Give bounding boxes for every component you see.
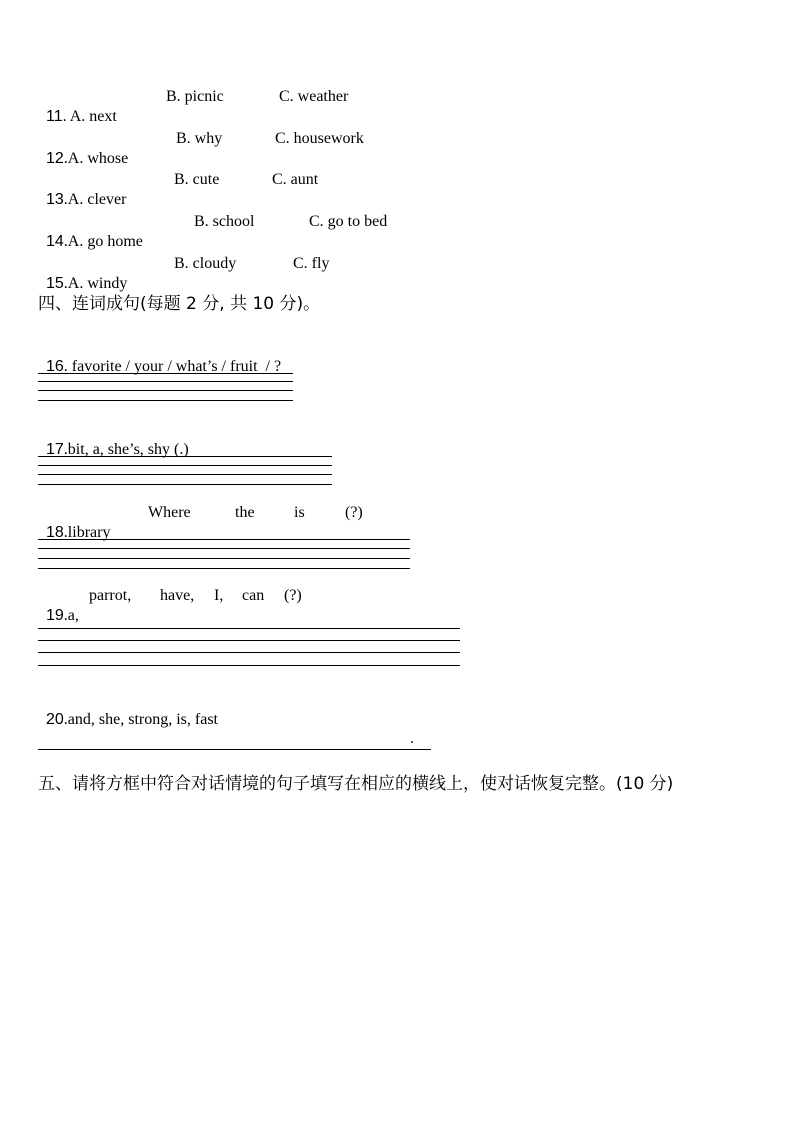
answer-line [38, 665, 460, 666]
answer-line [38, 539, 410, 540]
question-number: 13 [46, 191, 64, 208]
section-5-heading: 五、请将方框中符合对话情境的句子填写在相应的横线上，使对话恢复完整。(10 分) [38, 774, 674, 794]
question-number: 11 [46, 108, 63, 125]
question-text: .and, she, strong, is, fast [63, 711, 218, 728]
scrambled-word: (?) [345, 504, 363, 521]
question-number: 20 [46, 711, 64, 728]
option-b: B. school [194, 213, 255, 230]
scrambled-word: is [294, 504, 305, 521]
answer-line [38, 548, 410, 549]
question-12 [38, 129, 438, 167]
sentence-end-mark: . [410, 730, 414, 747]
option-b: B. why [176, 130, 223, 147]
answer-line [38, 652, 460, 653]
answer-line [38, 558, 410, 559]
answer-line [38, 390, 293, 391]
question-17 [38, 420, 189, 460]
answer-line [38, 640, 460, 641]
scrambled-word: (?) [284, 587, 302, 604]
scrambled-word: can [242, 587, 265, 604]
option-b: B. cloudy [174, 255, 237, 272]
question-19 [38, 586, 438, 624]
answer-line [38, 456, 332, 457]
option-c: C. weather [279, 88, 349, 105]
option-a: .A. whose [63, 150, 129, 167]
question-18 [38, 503, 438, 541]
scrambled-word: .a, [63, 607, 79, 624]
scrambled-word: .library [63, 524, 111, 541]
answer-line [38, 484, 332, 485]
option-a: .A. clever [63, 191, 127, 208]
section-4-heading: 四、连词成句(每题 2 分, 共 10 分)。 [38, 294, 321, 314]
option-a: . A. next [62, 108, 117, 125]
answer-line [38, 749, 431, 750]
answer-line [38, 465, 332, 466]
question-number: 16 [46, 358, 64, 375]
answer-line [38, 474, 332, 475]
question-number: 18 [46, 524, 64, 541]
question-16 [38, 337, 281, 377]
option-c: C. housework [275, 130, 364, 147]
scrambled-word: have, [160, 587, 195, 604]
option-b: B. cute [174, 171, 220, 188]
question-number: 17 [46, 441, 64, 458]
question-number: 14 [46, 233, 64, 250]
question-number: 19 [46, 607, 64, 624]
question-15 [38, 254, 438, 292]
option-a: .A. go home [63, 233, 143, 250]
question-number: 15 [46, 275, 64, 292]
answer-line [38, 373, 293, 374]
scrambled-word: parrot, [89, 587, 132, 604]
question-13 [38, 170, 438, 208]
option-a: .A. windy [63, 275, 128, 292]
question-text: .bit, a, she’s, shy (.) [63, 441, 189, 458]
scrambled-word: Where [148, 504, 191, 521]
question-11 [38, 87, 438, 125]
option-c: C. fly [293, 255, 330, 272]
scrambled-word: the [235, 504, 255, 521]
question-20 [38, 690, 218, 730]
answer-line [38, 628, 460, 629]
answer-line [38, 381, 293, 382]
answer-line [38, 568, 410, 569]
scrambled-word: I, [214, 587, 224, 604]
answer-line [38, 400, 293, 401]
option-b: B. picnic [166, 88, 224, 105]
question-14 [38, 212, 438, 250]
question-text: . favorite / your / what’s / fruit / ? [63, 358, 282, 375]
option-c: C. go to bed [309, 213, 388, 230]
option-c: C. aunt [272, 171, 319, 188]
question-number: 12 [46, 150, 64, 167]
